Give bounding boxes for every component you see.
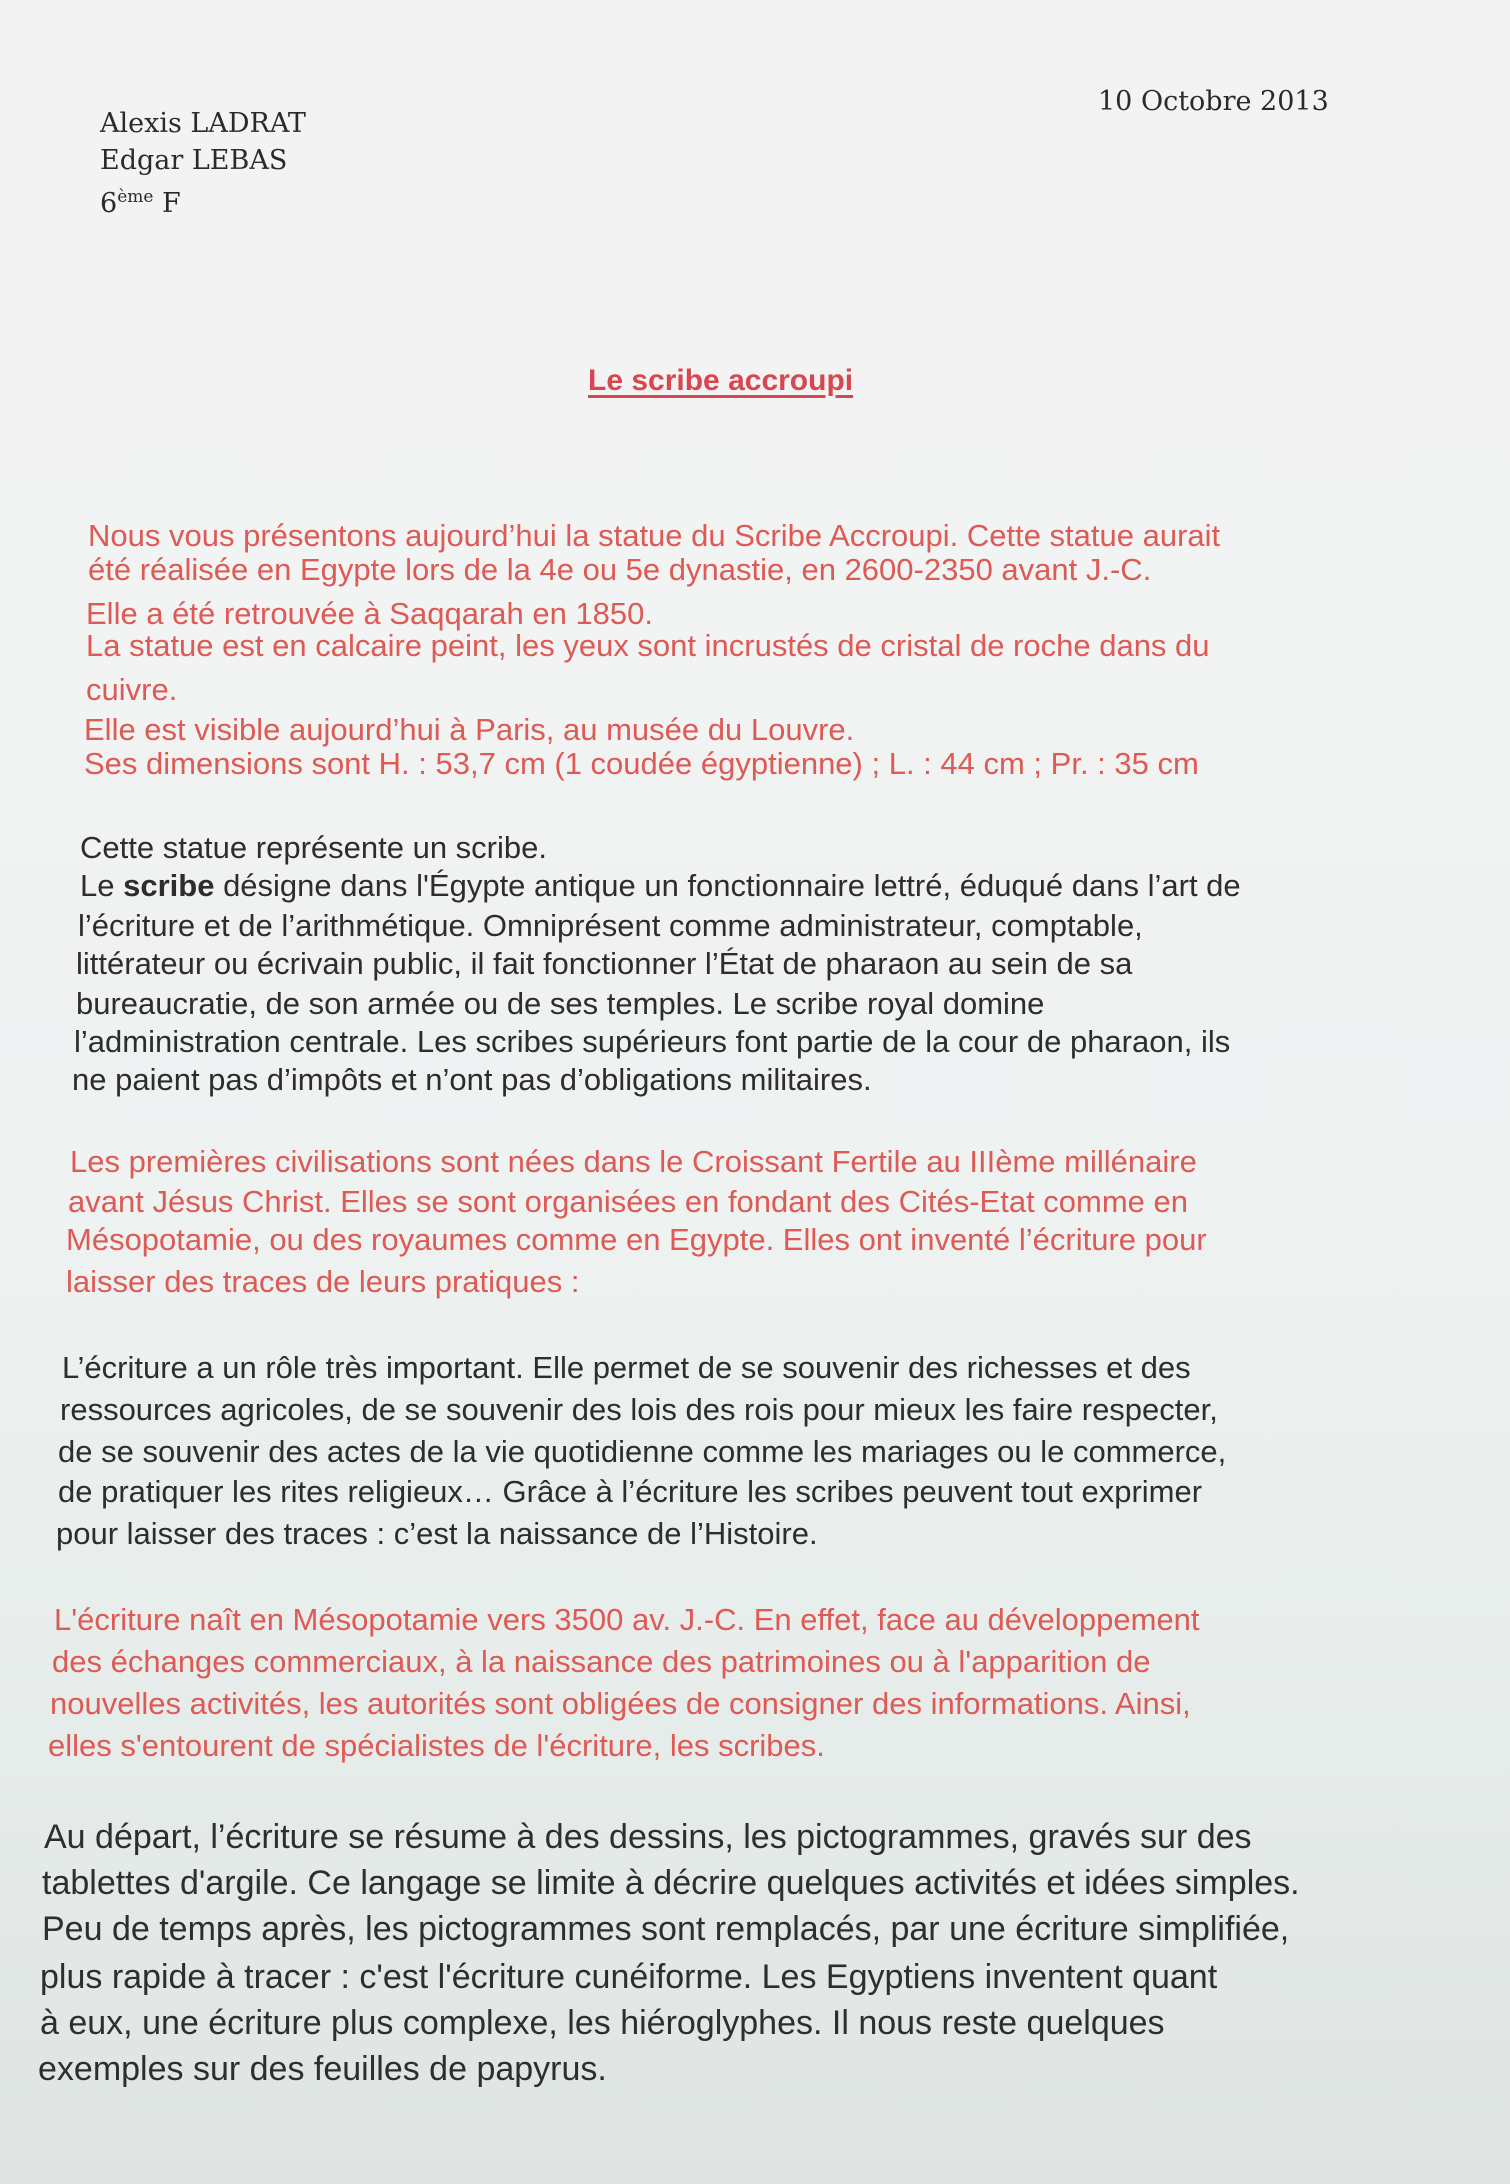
text-line: ne paient pas d’impôts et n’ont pas d’obligations militaires. (72, 1062, 872, 1097)
document-title: Le scribe accroupi (588, 364, 854, 397)
text-line: l’administration centrale. Les scribes supérieurs font partie de la cour de pharaon, ils (74, 1024, 1231, 1059)
text-line: cuivre. (86, 672, 178, 707)
text-line: Cette statue représente un scribe. (80, 830, 547, 865)
text-line: Au départ, l’écriture se résume à des dessins, les pictogrammes, gravés sur des (44, 1818, 1252, 1856)
text-line: Peu de temps après, les pictogrammes sont remplacés, par une écriture simplifiée, (42, 1910, 1290, 1948)
class-label: 6ème F (100, 187, 181, 219)
text-line: La statue est en calcaire peint, les yeux sont incrustés de cristal de roche dans du (86, 628, 1210, 663)
text-line: des échanges commerciaux, à la naissance des patrimoines ou à l'apparition de (52, 1644, 1151, 1679)
text-line: littérateur ou écrivain public, il fait fonctionner l’État de pharaon au sein de sa (76, 946, 1133, 981)
text-line: à eux, une écriture plus complexe, les hiéroglyphes. Il nous reste quelques (40, 2004, 1165, 2042)
text-line: laisser des traces de leurs pratiques : (66, 1264, 580, 1299)
document-date: 10 Octobre 2013 (1098, 86, 1329, 117)
text-line: Elle est visible aujourd’hui à Paris, au musée du Louvre. (84, 712, 855, 747)
text-line: Ses dimensions sont H. : 53,7 cm (1 coudée égyptienne) ; L. : 44 cm ; Pr. : 35 cm (84, 746, 1199, 781)
author-name: Alexis LADRAT (100, 108, 306, 139)
author-name: Edgar LEBAS (100, 145, 288, 176)
text-line: été réalisée en Egypte lors de la 4e ou 5e dynastie, en 2600-2350 avant J.-C. (88, 552, 1152, 587)
text-line: elles s'entourent de spécialistes de l'écriture, les scribes. (48, 1728, 825, 1763)
text-line: ressources agricoles, de se souvenir des lois des rois pour mieux les faire respecter, (60, 1392, 1218, 1427)
text-line: de pratiquer les rites religieux… Grâce à l’écriture les scribes peuvent tout exprimer (58, 1474, 1203, 1509)
text-line: Les premières civilisations sont nées dans le Croissant Fertile au IIIème millénaire (70, 1144, 1197, 1179)
text-line: Elle a été retrouvée à Saqqarah en 1850. (86, 596, 654, 631)
text-line: l’écriture et de l’arithmétique. Omniprésent comme administrateur, comptable, (78, 908, 1143, 943)
text-line: pour laisser des traces : c’est la naissance de l’Histoire. (56, 1516, 818, 1551)
text-line: avant Jésus Christ. Elles se sont organisées en fondant des Cités-Etat comme en (68, 1184, 1189, 1219)
text-line: bureaucratie, de son armée ou de ses temples. Le scribe royal domine (76, 986, 1045, 1021)
text-line: Mésopotamie, ou des royaumes comme en Egypte. Elles ont inventé l’écriture pour (66, 1222, 1207, 1257)
author-block (100, 105, 306, 222)
text-line: Nous vous présentons aujourd’hui la statue du Scribe Accroupi. Cette statue aurait (88, 518, 1221, 553)
text-line: L'écriture naît en Mésopotamie vers 3500 av. J.-C. En effet, face au développement (54, 1602, 1200, 1637)
text-line: Le scribe désigne dans l'Égypte antique un fonctionnaire lettré, éduqué dans l’art de (80, 868, 1241, 903)
text-line: tablettes d'argile. Ce langage se limite à décrire quelques activités et idées simples. (42, 1864, 1300, 1902)
text-line: L’écriture a un rôle très important. Elle permet de se souvenir des richesses et des (62, 1350, 1191, 1385)
text-line: plus rapide à tracer : c'est l'écriture cunéiforme. Les Egyptiens inventent quant (40, 1958, 1218, 1996)
text-line: nouvelles activités, les autorités sont obligées de consigner des informations. Ainsi, (50, 1686, 1191, 1721)
text-line: exemples sur des feuilles de papyrus. (38, 2050, 607, 2088)
text-line: de se souvenir des actes de la vie quotidienne comme les mariages ou le commerce, (58, 1434, 1227, 1469)
